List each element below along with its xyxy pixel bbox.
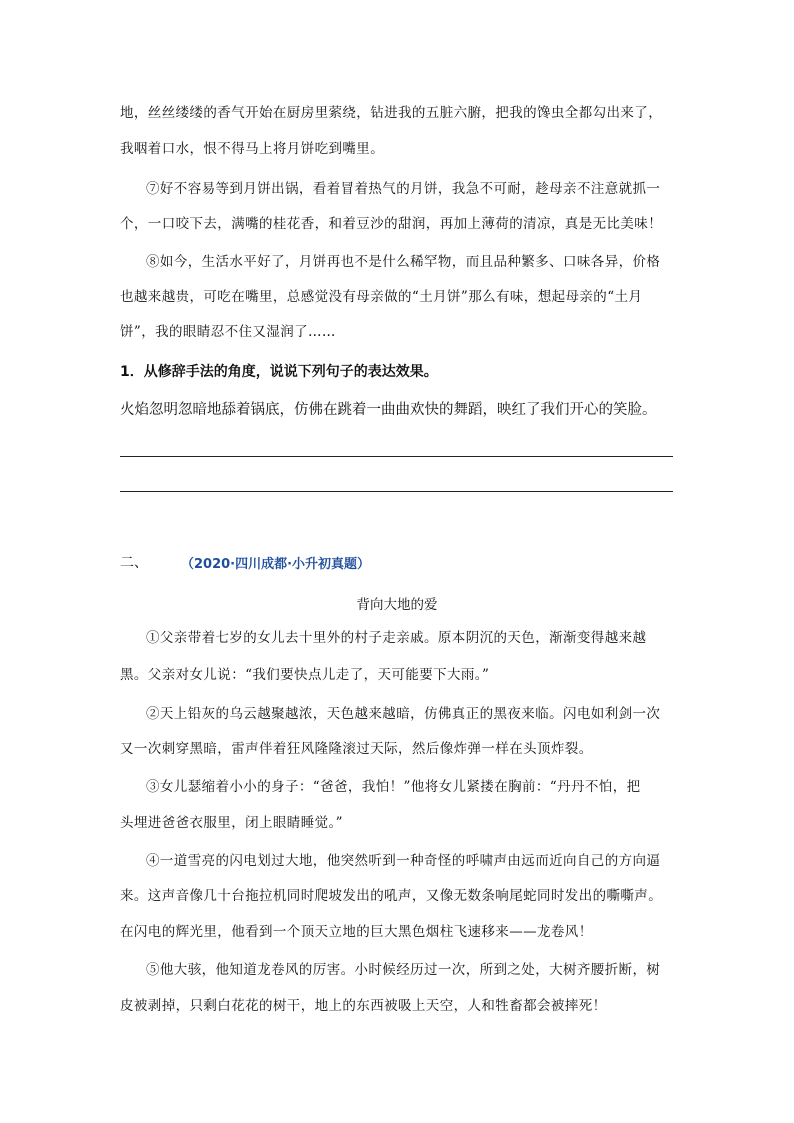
story-line-10: ⑤他大骇，他知道龙卷风的厉害。小时候经历过一次，所到之处，大树齐腰折断，树 (146, 962, 661, 978)
passage1-line-7: 饼”，我的眼睛忍不住又湿润了…… (120, 324, 336, 340)
story-line-2: 黑。父亲对女儿说：“我们要快点儿走了，天可能要下大雨。” (120, 667, 490, 683)
passage1-line-5: ⑧如今，生活水平好了，月饼再也不是什么稀罕物，而且品种繁多、口味各异，价格 (146, 254, 661, 270)
section-2-number: 二、 (120, 555, 148, 571)
story-line-1: ①父亲带着七岁的女儿去十里外的村子走亲戚。原本阴沉的天色，渐渐变得越来越 (146, 630, 647, 646)
question-1-sentence: 火焰忽明忽暗地舔着锅底，仿佛在跳着一曲曲欢快的舞蹈，映红了我们开心的笑脸。 (120, 402, 657, 418)
passage1-line-3: ⑦好不容易等到月饼出锅，看着冒着热气的月饼，我急不可耐，趁母亲不注意就抓一 (146, 181, 661, 197)
story-title: 背向大地的爱 (356, 597, 438, 613)
answer-line-2[interactable] (120, 491, 673, 492)
answer-line-1[interactable] (120, 456, 673, 457)
story-line-6: 头埋进爸爸衣服里，闭上眼睛睡觉。” (120, 815, 343, 831)
story-line-8: 来。这声音像几十台拖拉机同时爬坡发出的吼声，又像无数条响尾蛇同时发出的嘶嘶声。 (120, 888, 663, 904)
story-line-11: 皮被剥掉，只剩白花花的树干，地上的东西被吸上天空，人和牲畜都会被摔死！ (120, 998, 607, 1014)
story-line-4: 又一次刺穿黑暗，雷声伴着狂风隆隆滚过天际，然后像炸弹一样在头顶炸裂。 (120, 741, 593, 757)
section-2-source: （2020·四川成都·小升初真题） (181, 557, 371, 572)
passage1-line-4: 个，一口咬下去，满嘴的桂花香，和着豆沙的甜润，再加上薄荷的清凉，真是无比美味！ (120, 216, 663, 232)
passage1-line-2: 我咽着口水，恨不得马上将月饼吃到嘴里。 (120, 141, 385, 157)
passage1-line-6: 也越来越贵，可吃在嘴里，总感觉没有母亲做的“土月饼”那么有味，想起母亲的“土月 (120, 289, 643, 305)
story-line-7: ④一道雪亮的闪电划过大地，他突然听到一种奇怪的呼啸声由远而近向自己的方向逼 (146, 853, 661, 869)
question-1-title: 1．从修辞手法的角度，说说下列句子的表达效果。 (120, 364, 438, 380)
passage1-line-1: 地，丝丝缕缕的香气开始在厨房里萦绕，钻进我的五脏六腑，把我的馋虫全都勾出来了， (120, 105, 663, 121)
story-line-9: 在闪电的辉光里，他看到一个顶天立地的巨大黑色烟柱飞速移来——龙卷风！ (120, 924, 593, 940)
story-line-5: ③女儿瑟缩着小小的身子：“爸爸，我怕！”他将女儿紧搂在胸前：“丹丹不怕，把 (146, 779, 641, 795)
story-line-3: ②天上铅灰的乌云越聚越浓，天色越来越暗，仿佛真正的黑夜来临。闪电如利剑一次 (146, 706, 661, 722)
